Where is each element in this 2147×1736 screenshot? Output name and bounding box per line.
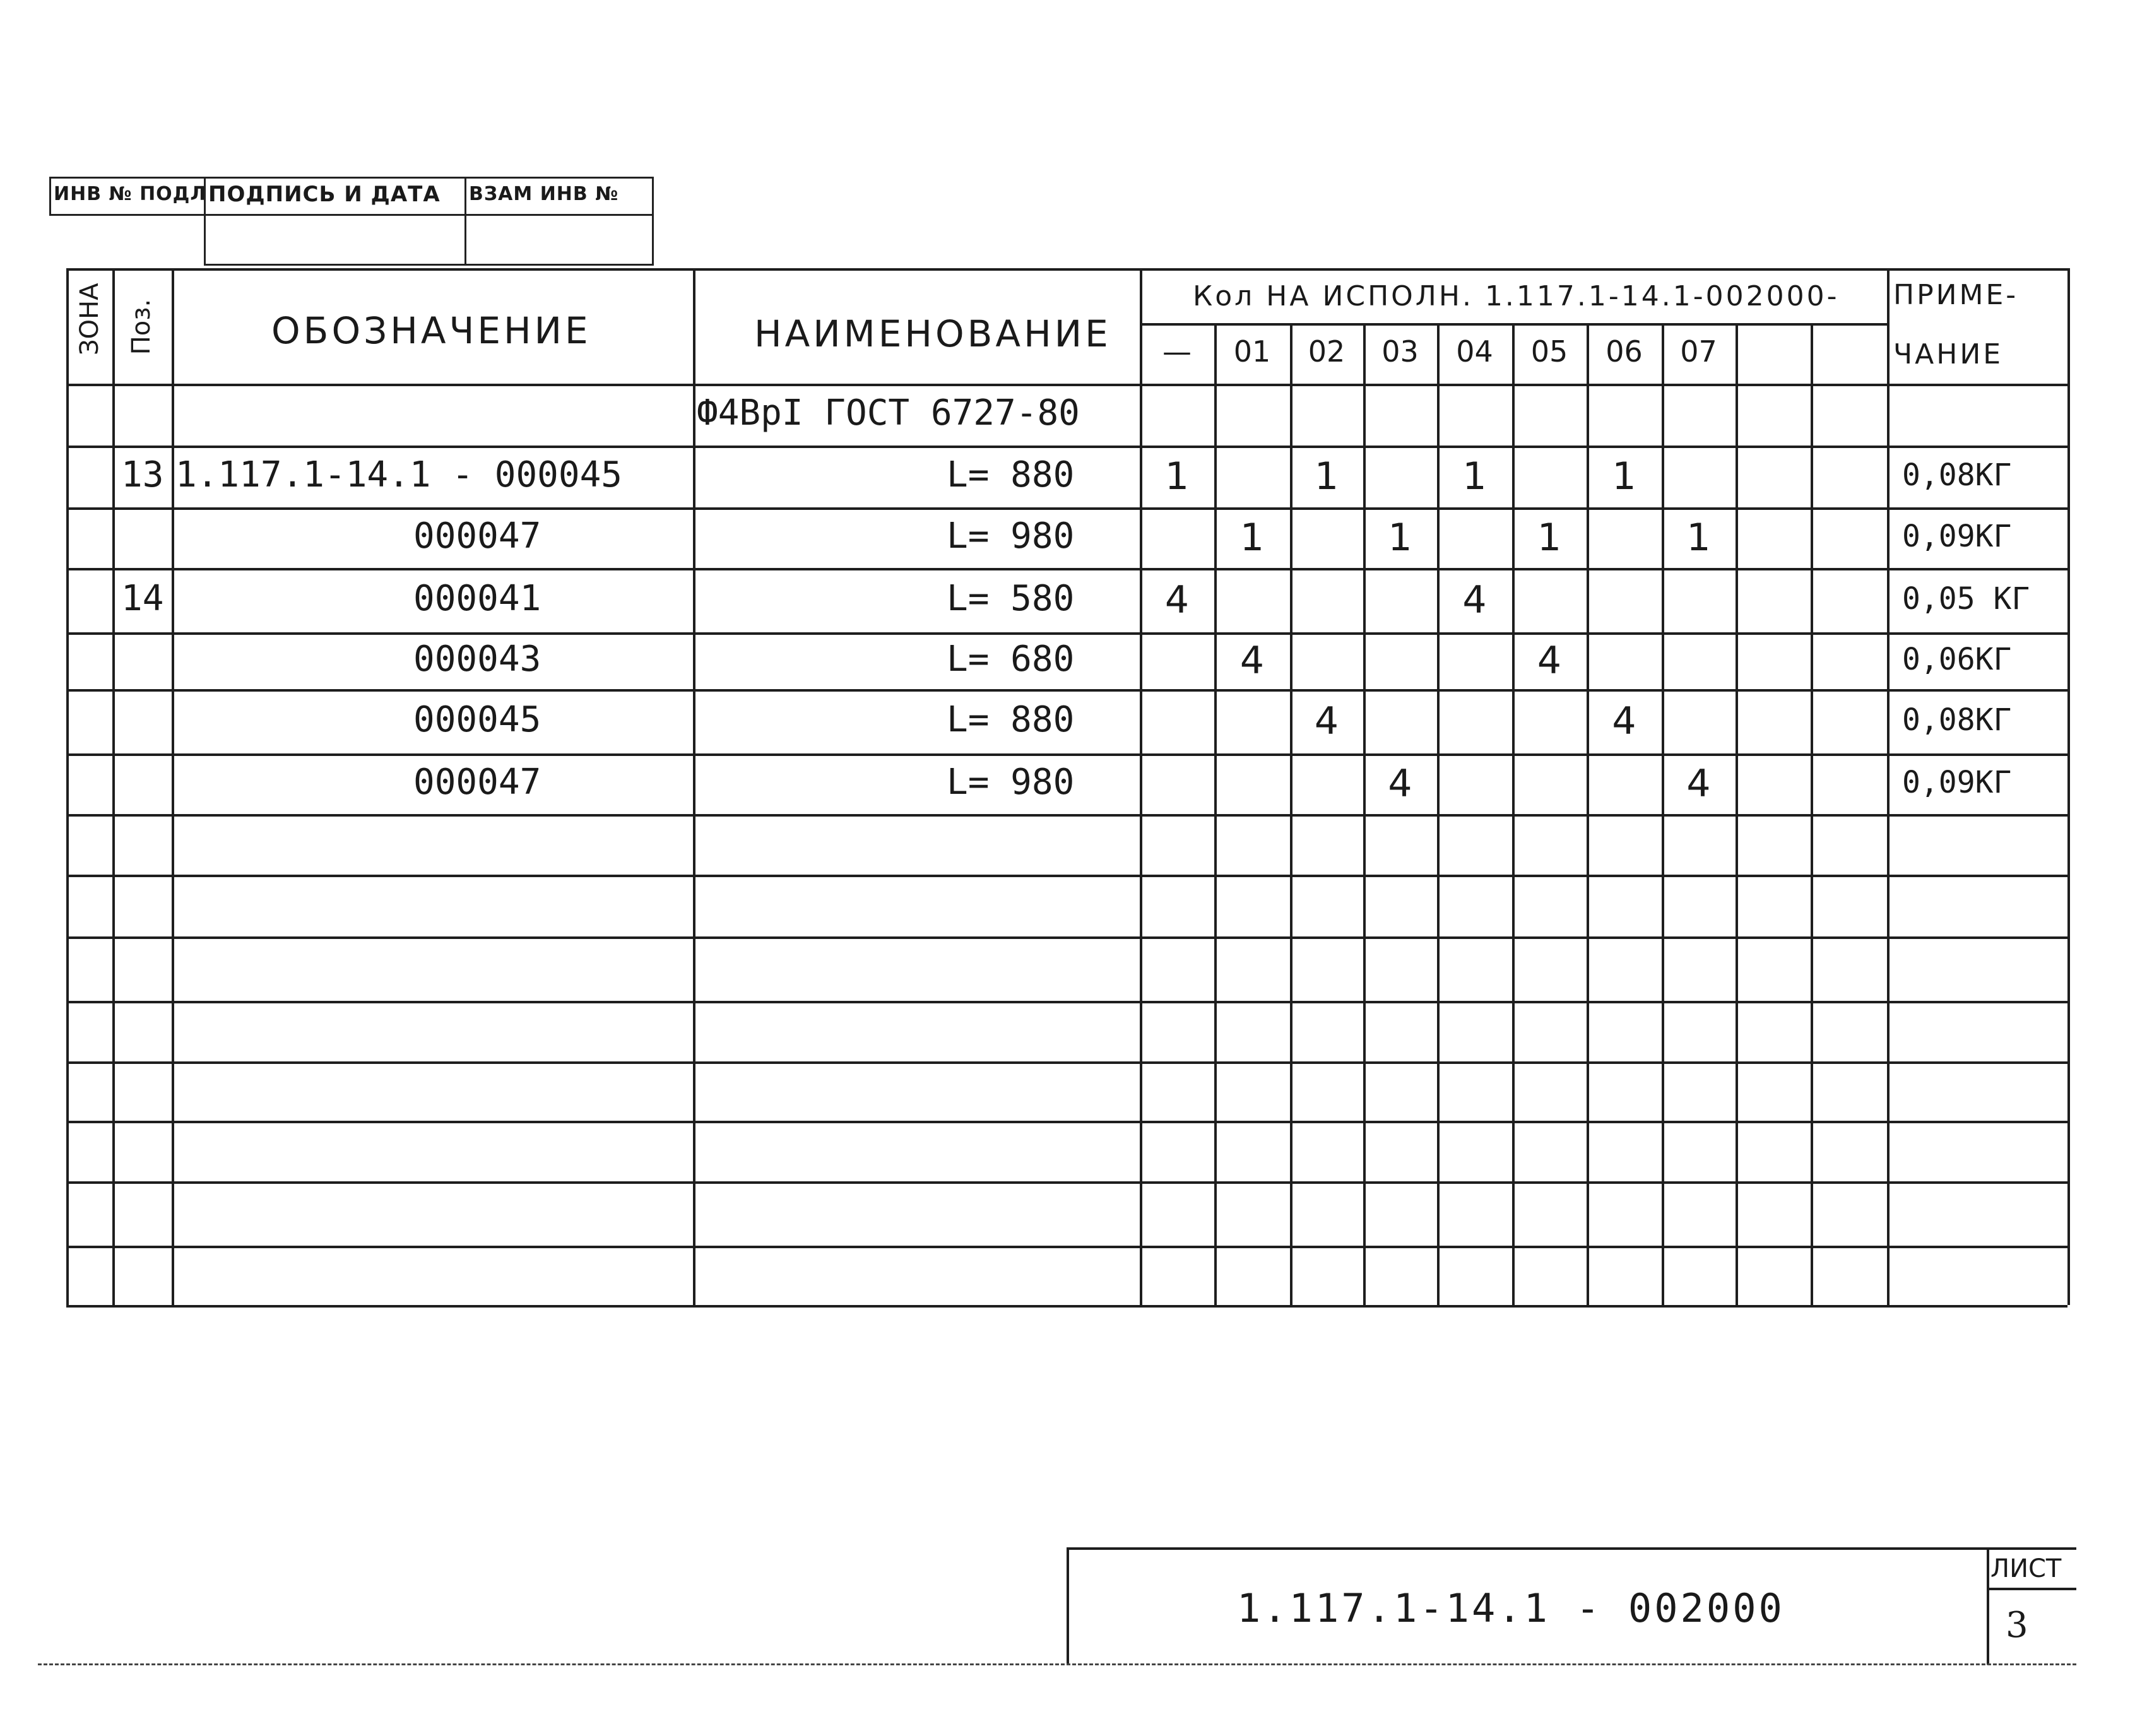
row-qty-cell: 1 [1164, 454, 1190, 499]
variant-header: — [1162, 334, 1192, 369]
row-naimenovanie: L= 880 [947, 699, 1075, 740]
table-top-border [66, 268, 2067, 271]
header-zona: ЗОНА [75, 283, 104, 355]
row-qty-cell: 1 [1612, 454, 1636, 499]
row-rule [66, 507, 2067, 510]
row-primechanie: 0,09КГ [1902, 765, 2012, 800]
header-primechanie-1: ПРИМЕ- [1893, 279, 2019, 311]
row-qty-cell: 1 [1388, 516, 1412, 560]
row-naimenovanie: Ф4ВрI ГОСТ 6727-80 [697, 393, 1080, 434]
row-naimenovanie: L= 680 [947, 639, 1075, 680]
title-block-top-border [1067, 1547, 2076, 1550]
column-rule [66, 268, 69, 1305]
stamp-cell-inv-podl [49, 177, 206, 216]
row-poz: 13 [121, 454, 164, 495]
row-rule [66, 632, 2067, 635]
row-rule [66, 689, 2067, 692]
header-bottom-rule [66, 384, 2067, 386]
row-rule [66, 1001, 2067, 1003]
row-primechanie: 0,09КГ [1902, 519, 2012, 554]
stamp-vzam-box [464, 214, 654, 266]
row-primechanie: 0,08КГ [1902, 458, 2012, 493]
stamp-cell-podpis [204, 177, 466, 216]
title-block-left-border [1067, 1547, 1069, 1665]
row-rule [66, 446, 2067, 448]
row-oboznachenie: 1.117.1-14.1 - 000045 [175, 454, 623, 495]
stamp-label-podpis-data: ПОДПИСЬ И ДАТА [208, 182, 441, 207]
sheet-bottom-edge [38, 1663, 2076, 1665]
column-rule [693, 268, 695, 1305]
row-qty-cell: 1 [1239, 516, 1265, 560]
variant-header: 05 [1530, 334, 1568, 369]
row-qty-cell: 4 [1462, 578, 1487, 622]
row-qty-cell: 1 [1686, 516, 1711, 560]
row-rule [66, 1305, 2067, 1308]
row-rule [66, 568, 2067, 570]
sheet-label: ЛИСТ [1990, 1554, 2062, 1583]
title-block-sheet-divider [1987, 1547, 1989, 1665]
column-rule [172, 268, 174, 1305]
row-rule [66, 1181, 2067, 1184]
row-oboznachenie: 000047 [413, 516, 541, 557]
variant-header: 07 [1680, 334, 1717, 369]
column-rule [1140, 268, 1142, 1305]
row-qty-cell: 4 [1388, 762, 1412, 806]
row-oboznachenie: 000043 [413, 639, 541, 680]
title-block-sheet-label-divider [1987, 1588, 2076, 1590]
row-primechanie: 0,05 КГ [1902, 581, 2030, 617]
column-rule [1363, 323, 1366, 1305]
header-kol-na-ispoln: Кол НА ИСПОЛН. 1.117.1-14.1-002000- [1193, 280, 1840, 312]
row-qty-cell: 1 [1537, 516, 1562, 560]
row-qty-cell: 1 [1462, 454, 1487, 499]
row-qty-cell: 1 [1314, 454, 1339, 499]
header-naimenovanie: НАИМЕНОВАНИЕ [754, 312, 1111, 355]
column-rule [1811, 323, 1813, 1305]
column-rule [1662, 323, 1664, 1305]
row-naimenovanie: L= 980 [947, 762, 1075, 803]
row-qty-cell: 4 [1537, 639, 1562, 683]
column-rule [1512, 323, 1515, 1305]
row-qty-cell: 4 [1314, 699, 1339, 743]
variant-header: 01 [1233, 334, 1271, 369]
row-primechanie: 0,08КГ [1902, 702, 2012, 738]
stamp-label-inv-podl: ИНВ № ПОДЛ [54, 183, 207, 205]
row-rule [66, 814, 2067, 817]
sheet-number: 3 [2006, 1605, 2028, 1646]
row-rule [66, 1121, 2067, 1123]
row-naimenovanie: L= 980 [947, 516, 1075, 557]
row-rule [66, 753, 2067, 756]
row-primechanie: 0,06КГ [1902, 642, 2012, 677]
header-oboznachenie: ОБОЗНАЧЕНИЕ [271, 309, 591, 352]
stamp-label-vzam-inv: ВЗАМ ИНВ № [469, 183, 619, 205]
header-primechanie-2: ЧАНИЕ [1893, 338, 2004, 370]
approval-stamp [49, 177, 659, 268]
row-poz: 14 [121, 578, 164, 619]
column-rule [2067, 268, 2070, 1305]
variant-header: 04 [1456, 334, 1493, 369]
row-qty-cell: 4 [1686, 762, 1711, 806]
stamp-cell-vzam-inv [464, 177, 654, 216]
variant-header: 02 [1308, 334, 1346, 369]
stamp-signature-box [204, 214, 466, 266]
column-rule [1887, 268, 1890, 1305]
column-rule [112, 268, 115, 1305]
variant-header: 06 [1606, 334, 1643, 369]
document-designation: 1.117.1-14.1 - 002000 [1237, 1585, 1785, 1631]
header-poz: Поз. [127, 298, 156, 355]
column-rule [1214, 323, 1217, 1305]
row-naimenovanie: L= 580 [947, 578, 1075, 619]
row-qty-cell: 4 [1612, 699, 1636, 743]
row-oboznachenie: 000041 [413, 578, 541, 619]
row-rule [66, 875, 2067, 877]
row-oboznachenie: 000047 [413, 762, 541, 803]
row-rule [66, 1246, 2067, 1248]
row-rule [66, 1061, 2067, 1064]
variant-header: 03 [1381, 334, 1419, 369]
row-qty-cell: 4 [1164, 578, 1190, 622]
row-oboznachenie: 000045 [413, 699, 541, 740]
row-rule [66, 936, 2067, 939]
row-qty-cell: 4 [1239, 639, 1265, 683]
row-naimenovanie: L= 880 [947, 454, 1075, 495]
column-rule [1736, 323, 1738, 1305]
